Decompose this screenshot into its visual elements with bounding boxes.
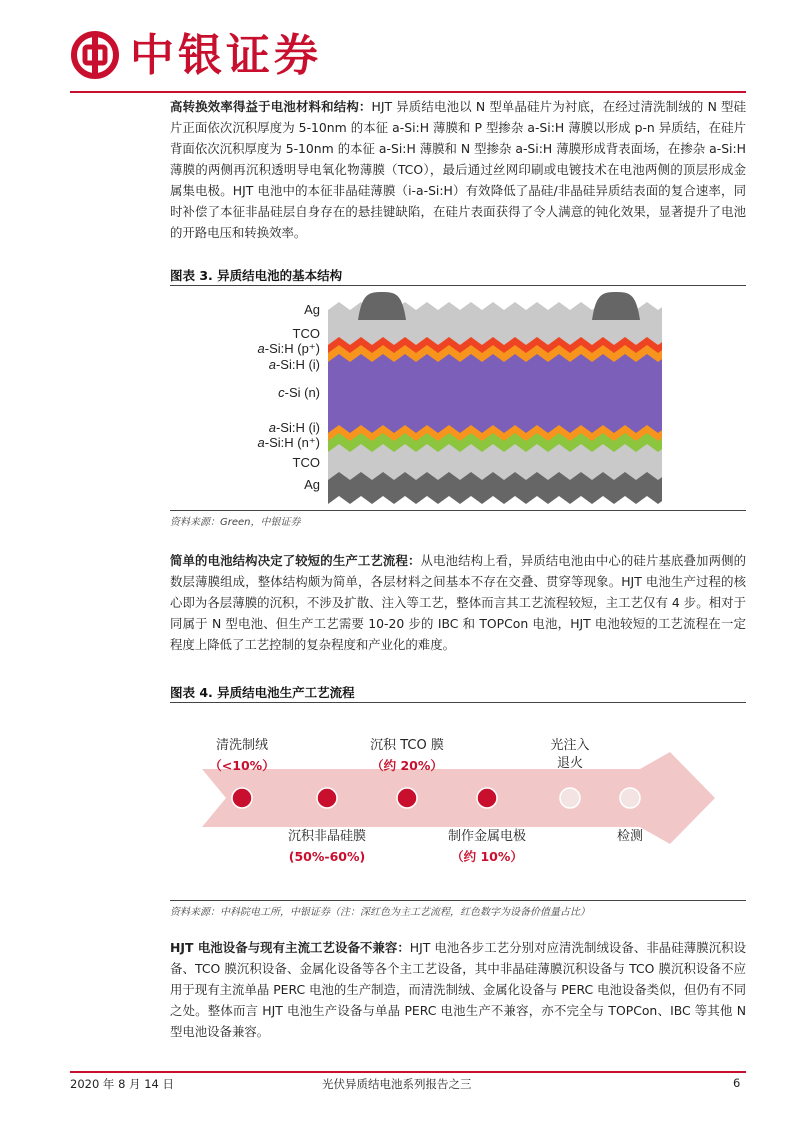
label-asi-n: a-Si:H (n⁺) [257,435,320,450]
paragraph-equipment [170,937,746,1042]
figure4-title: 图表 4. 异质结电池生产工艺流程 [170,685,355,700]
layer-ag-bottom [306,472,680,504]
label-tco-top: TCO [292,326,320,341]
paragraph-process-short [170,550,746,655]
label-tco-bottom: TCO [292,455,320,470]
ag-finger-2 [592,292,640,320]
header-divider [70,91,746,93]
step-pct-clean: （<10%） [209,758,275,773]
label-asi-i-top: a-Si:H (i) [268,357,320,372]
paragraph-lead: 简单的电池结构决定了较短的生产工艺流程： [170,553,421,568]
step-label-clean: 清洗制绒 [215,738,269,753]
paragraph-text: 从电池结构上看，异质结电池由中心的硅片基底叠加两侧的数层薄膜组成，整体结构颇为简单，各层材料之间基本不存在交叠、贯穿等现象。HJT 电池生产过程的核心即为各层薄膜的沉积，不涉及扩散、注入等工艺，整体而言其工艺流程较短，主工艺仅有 4 步。相对于同属于 N 型电池、但生产工艺需要 10-20 步的 IBC 和 TOPCon 电池，HJT 电池较短的工艺流程在一定程度上降低了工艺控制的复杂程度和产业化的难度。 [170,553,747,652]
paragraph-cell-materials [170,96,746,243]
brand-name: 中银证券 [130,30,322,81]
figure4-bottom-rule [170,900,746,901]
step-dot-tco [397,788,417,808]
step-dot-clean [232,788,252,808]
step-dot-amorphous [317,788,337,808]
step-label-metal: 制作金属电极 [447,829,527,844]
label-asi-i-bottom: a-Si:H (i) [268,420,320,435]
step-pct-metal: （约 10%） [451,849,523,864]
figure3-bottom-rule [170,510,746,511]
step-dot-metal [477,788,497,808]
process-flow-diagram [170,703,746,899]
figure3-title: 图表 3. 异质结电池的基本结构 [170,268,343,283]
label-ag-bottom: Ag [304,477,320,492]
figure3-source: 资料来源：Green，中银证券 [170,517,301,528]
step-label-light-injection: 光注入 [550,738,590,753]
footer-divider [70,1071,746,1073]
label-ag-top: Ag [304,302,320,317]
paragraph-lead: HJT 电池设备与现有主流工艺设备不兼容： [170,940,410,955]
step-dot-inspect [620,788,640,808]
boc-logo-icon [70,30,120,80]
figure4-source: 资料来源：中科院电工所，中银证券（注：深红色为主工艺流程，红色数字为设备价值量占比） [170,907,590,918]
step-label-amorphous: 沉积非晶硅膜 [287,829,367,844]
footer-series: 光伏异质结电池系列报告之三 [322,1077,472,1091]
step-label-inspect: 检测 [616,829,644,844]
step-dot-light-injection [560,788,580,808]
label-asi-p: a-Si:H (p⁺) [257,341,320,356]
cell-structure-diagram [170,286,746,508]
paragraph-text: HJT 异质结电池以 N 型单晶硅片为衬底，在经过清洗制绒的 N 型硅片正面依次沉积厚度为 5-10nm 的本征 a-Si:H 薄膜和 P 型掺杂 a-Si:H 薄膜以形成 p-n 异质结，在硅片背面依次沉积厚度为 5-10nm 的本征 a-Si:H 薄膜和 N 型掺杂 a-Si:H 薄膜形成背表面场，在掺杂 a-Si:H 薄膜的两侧再沉积透明导电氧化物薄膜（TCO），最后通过丝网印刷或电镀技术在电池两侧的顶层形成金属集电极。HJT 电池中的本征非晶硅薄膜（i-a-Si:H）有效降低了晶硅/非晶硅异质结表面的复合速率，同时补偿了本征非晶硅层自身存在的悬挂键缺陷，在硅片表面获得了令人满意的钝化效果，显著提升了电池的开路电压和转换效率。 [170,99,746,240]
paragraph-lead: 高转换效率得益于电池材料和结构： [170,99,372,114]
label-csi-n: c-Si (n) [278,385,320,400]
paragraph-text: HJT 电池各步工艺分别对应清洗制绒设备、非晶硅薄膜沉积设备、TCO 膜沉积设备、金属化设备等各个主工艺设备，其中非晶硅薄膜沉积设备与 TCO 膜沉积设备不应用于现有主流单晶 PERC 电池的生产制造，而清洗制绒、金属化设备与 PERC 电池设备类似，但仍有不同之处。整体而言 HJT 电池生产设备与单晶 PERC 电池生产不兼容，亦不完全与 TOPCon、IBC 等其他 N 型电池设备兼容。 [170,940,746,1039]
step-label-anneal: 退火 [556,756,584,771]
footer-date: 2020 年 8 月 14 日 [70,1077,174,1091]
step-label-tco: 沉积 TCO 膜 [370,738,444,753]
step-pct-amorphous: (50%-60%) [288,849,366,864]
page-number: 6 [733,1076,741,1090]
step-pct-tco: （约 20%） [371,758,443,773]
ag-finger-1 [358,292,406,320]
